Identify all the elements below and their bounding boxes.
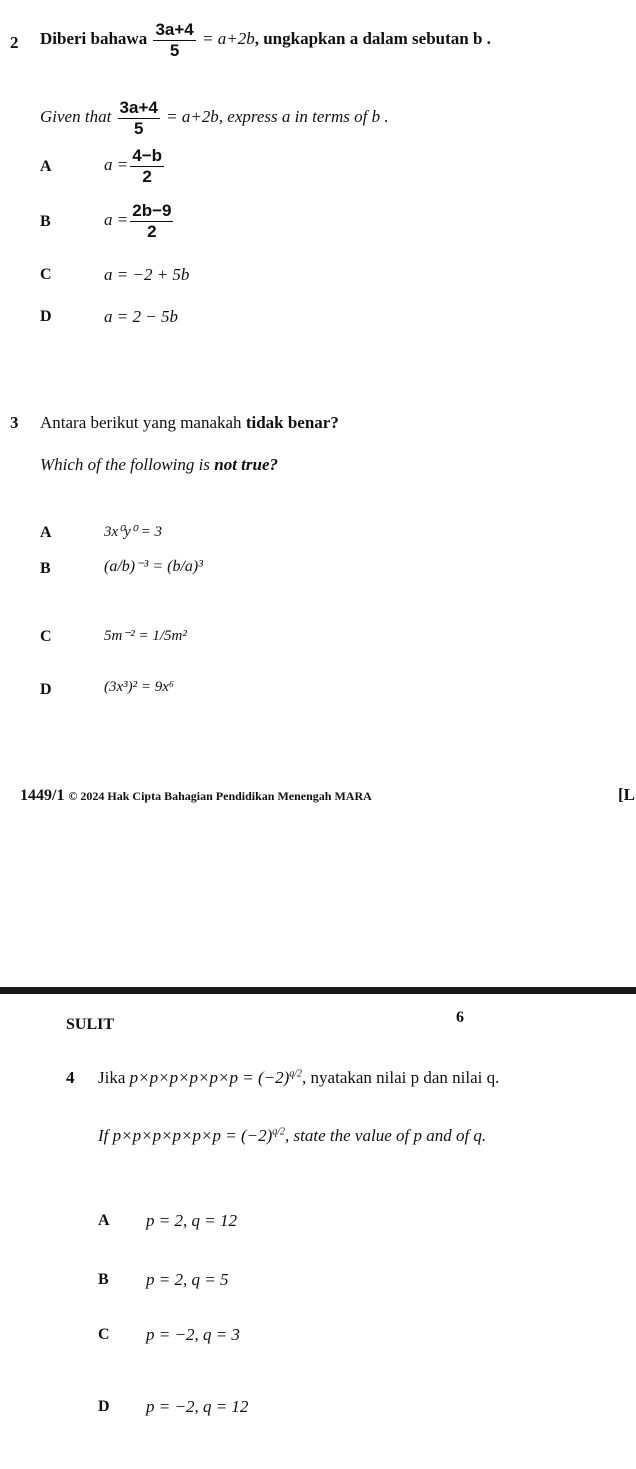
q2-rhs: = a+2b [166,106,219,126]
numerator: 3a+4 [119,98,158,117]
option-d-expr[interactable]: (3x³)² = 9x⁶ [104,679,175,695]
q2-english [40,98,389,138]
q4-expr: p×p×p×p×p×p = (−2) [112,1126,273,1145]
q2-malay [40,20,491,60]
q2-english-suffix: , express a in terms of b . [218,106,389,126]
option-a-expr[interactable]: p = 2, q = 12 [146,1211,237,1230]
q3-malay-text: Antara berikut yang manakah [40,413,242,432]
q4-malay-prefix: Jika [98,1068,126,1087]
denominator: 2 [147,221,157,241]
denominator: 2 [142,166,152,186]
option-c-expr[interactable]: 5m⁻² = 1/5m² [104,628,187,644]
q4-english-prefix: If [98,1126,109,1145]
option-label[interactable]: B [40,213,51,230]
sulit-label: SULIT [66,1016,115,1033]
q4-malay [98,1068,499,1088]
q4-english: If $p\times p\times p\times p\times p\times p = (-2)^{q/2}$, state the value of p and of q. [98,1126,487,1145]
q4-english-suffix: , state the value of p and of q. [285,1126,487,1145]
option-label[interactable]: B [40,560,51,577]
q3-english-text: Which of the following is [40,455,210,474]
option-label[interactable]: D [40,308,52,325]
q4-malay-suffix: , nyatakan nilai p dan nilai q. [302,1068,500,1087]
exp-num: q [289,1068,295,1080]
numerator: 4−b [132,146,163,165]
exp-den: 2 [297,1068,303,1080]
question-number: 2 [10,33,19,52]
option-label[interactable]: C [98,1326,110,1343]
lhs: a = [104,209,129,229]
option-label[interactable]: D [98,1398,110,1415]
q2-english-prefix: Given that [40,106,112,126]
q3-malay-bold: tidak benar? [245,413,339,432]
q3-english [40,455,278,475]
lhs: a = [104,154,129,174]
q2-rhs: = a+2b [202,28,255,48]
option-label[interactable]: B [98,1271,109,1288]
q2-malay-suffix: , ungkapkan a dalam sebutan b . [254,28,491,48]
option-d-expr[interactable]: a = 2 − 5b [104,307,178,326]
option-b-expr[interactable]: (a/b)⁻³ = (b/a)³ [104,558,204,575]
q3-english-bold: not true? [214,455,279,474]
option-c-expr[interactable]: p = −2, q = 3 [146,1325,240,1344]
denominator: 5 [169,40,180,60]
option-a-expr[interactable] [104,146,166,186]
option-b-expr[interactable] [104,201,175,241]
option-a-expr[interactable]: 3x⁰y⁰ = 3 [104,524,162,540]
option-label[interactable]: C [40,266,52,283]
copyright: © 2024 Hak Cipta Bahagian Pendidikan Menengah MARA [68,789,372,803]
option-d-expr[interactable]: p = −2, q = 12 [146,1397,249,1416]
q4-exponent: q/2 [289,1068,303,1080]
option-c-expr[interactable]: a = −2 + 5b [104,265,190,284]
q2-fraction [153,20,195,60]
numerator: 2b−9 [132,201,172,220]
question-number: 3 [10,413,19,432]
page-number: 6 [456,1009,464,1026]
option-label[interactable]: D [40,681,52,698]
q2-malay-prefix: Diberi bahawa [40,28,148,48]
option-label[interactable]: A [40,524,52,541]
option-b-expr[interactable]: p = 2, q = 5 [146,1270,229,1289]
option-label[interactable]: A [98,1212,110,1229]
paper-code: 1449/1 [20,787,65,804]
q4-expr: p×p×p×p×p×p = (−2) [129,1068,290,1087]
footer [20,787,372,805]
question-number: 4 [66,1068,75,1087]
footer-right: [L [618,785,635,804]
page-divider [0,987,636,994]
option-label[interactable]: C [40,628,52,645]
exp-den: 2 [280,1126,286,1138]
numerator: 3a+4 [155,20,194,39]
exp-num: q [272,1126,278,1138]
denominator: 5 [133,118,144,138]
q3-malay [40,413,339,433]
option-label[interactable]: A [40,158,52,175]
